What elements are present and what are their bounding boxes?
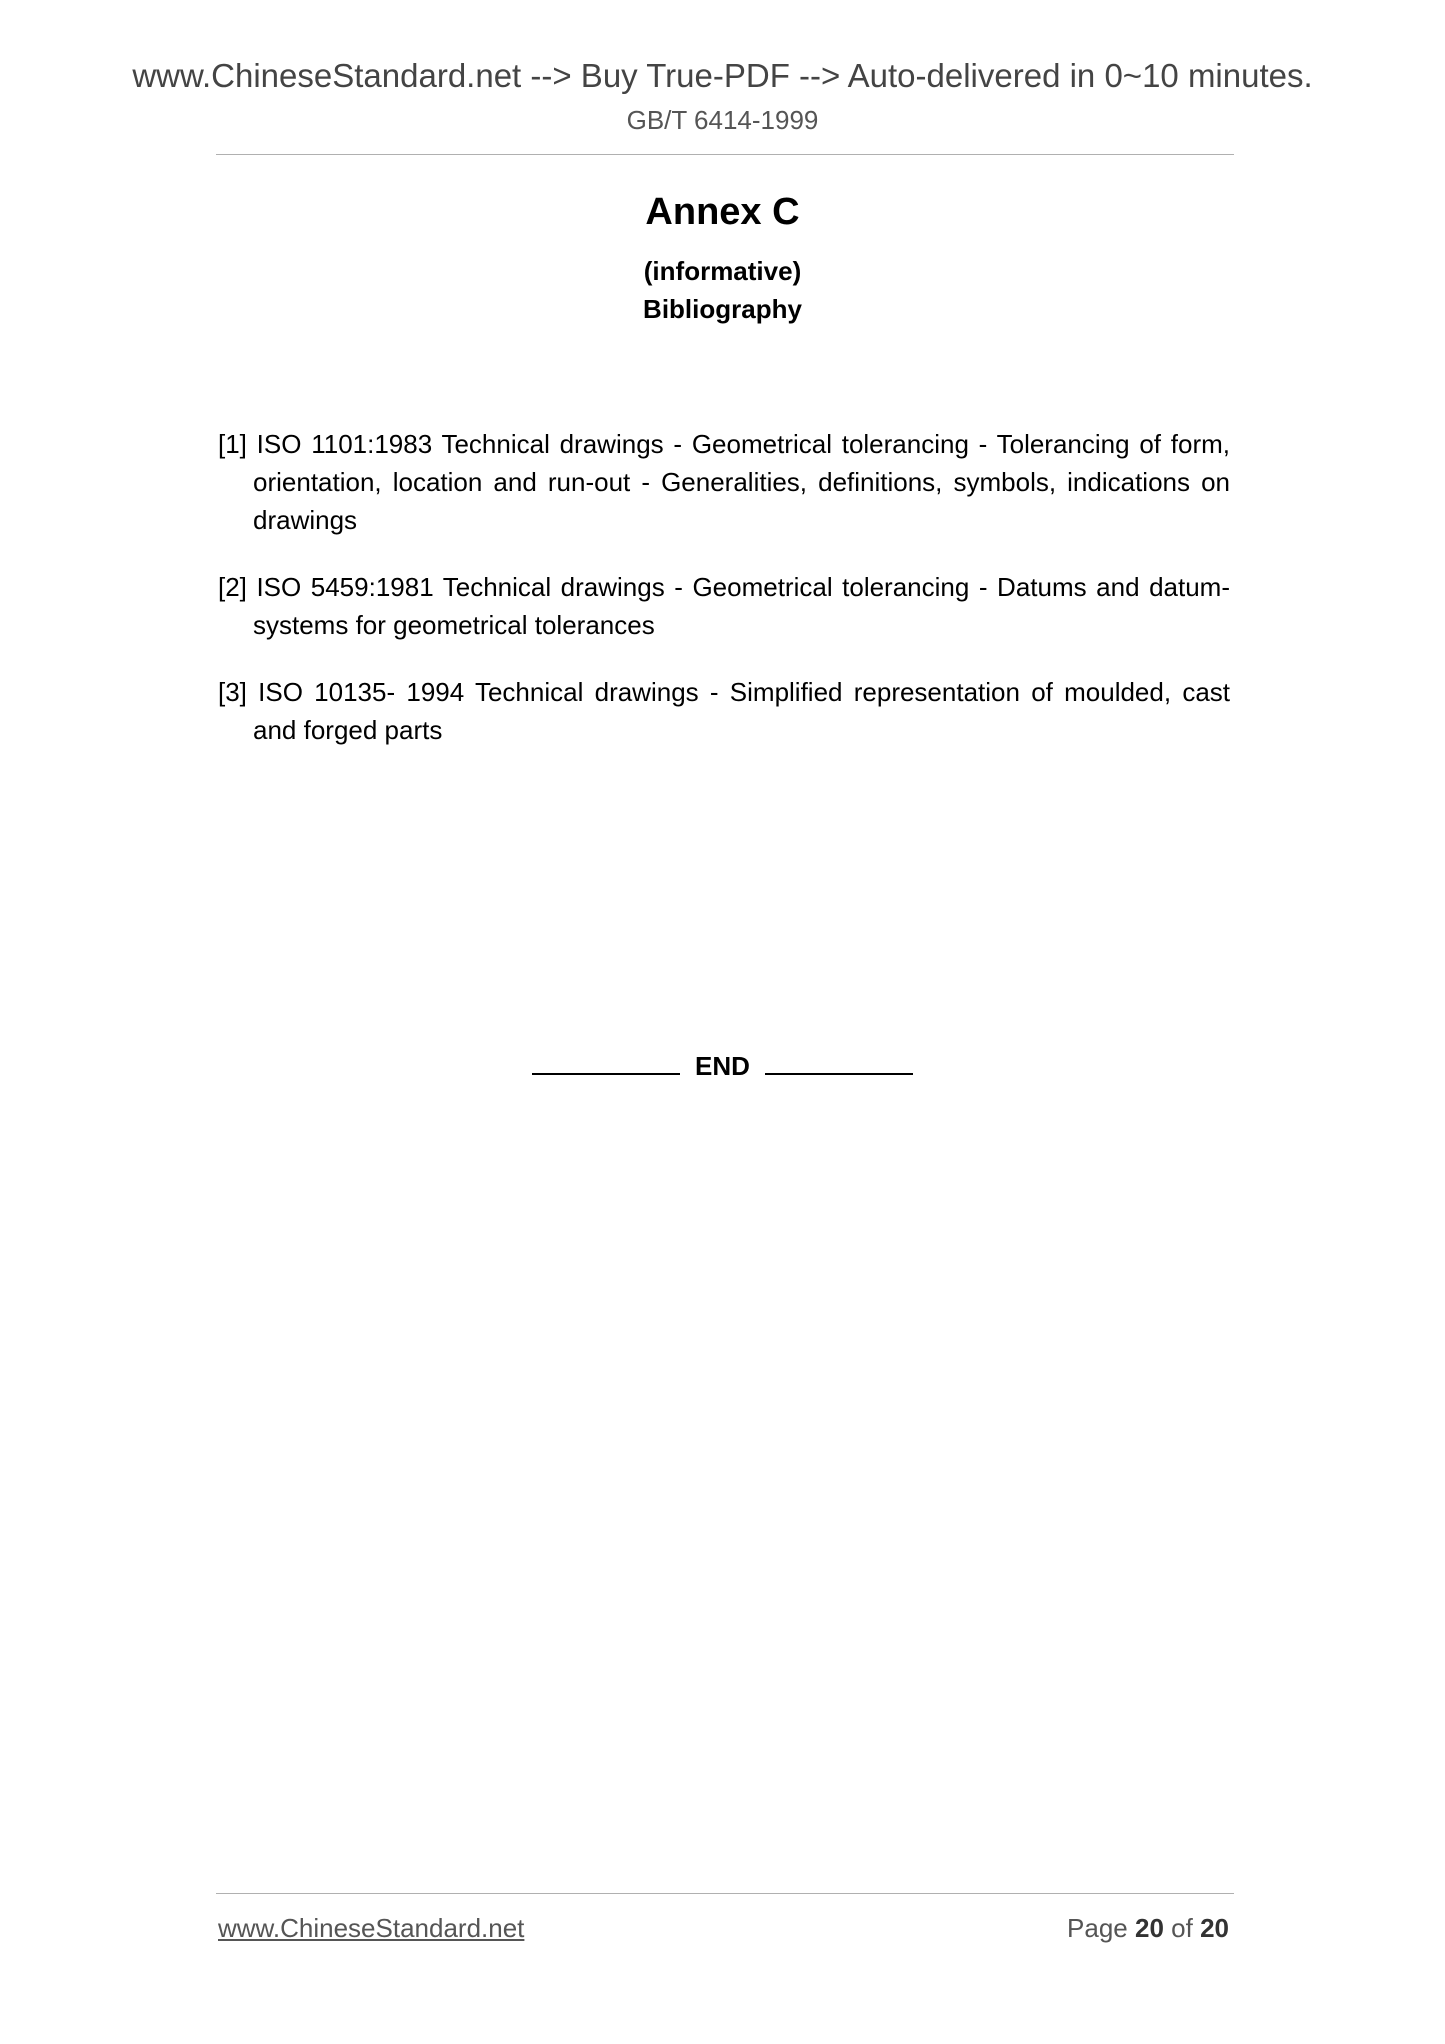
page-prefix: Page (1067, 1913, 1128, 1943)
page-sep: of (1171, 1913, 1193, 1943)
end-rule-right (765, 1049, 913, 1075)
footer-divider (216, 1893, 1234, 1894)
header-divider (216, 154, 1234, 155)
annex-name: Bibliography (643, 294, 802, 324)
reference-item: [3] ISO 10135- 1994 Technical drawings - Simplified representation of moulded, cast and forged parts (218, 677, 1230, 745)
header-banner: www.ChineseStandard.net --> Buy True-PDF --> Auto-delivered in 0~10 minutes. (132, 57, 1313, 94)
end-rule-left (532, 1049, 680, 1075)
end-text: END (695, 1051, 750, 1081)
page-current: 20 (1135, 1913, 1164, 1943)
annex-type: (informative) (643, 256, 802, 286)
end-marker (0, 1049, 1445, 1083)
footer-site-link[interactable]: www.ChineseStandard.net (218, 1913, 525, 1943)
annex-title: Annex C (645, 191, 800, 233)
bibliography-list (218, 425, 1230, 778)
page-total: 20 (1200, 1913, 1229, 1943)
reference-item: [2] ISO 5459:1981 Technical drawings - Geometrical tolerancing - Datums and datum-systems for geometrical tolerances (218, 572, 1230, 640)
reference-item: [1] ISO 1101:1983 Technical drawings - Geometrical tolerancing - Tolerancing of form, orientation, location and run-out - Generalities, definitions, symbols, indications on drawings (218, 429, 1230, 535)
standard-code: GB/T 6414-1999 (626, 105, 819, 135)
page-number (1067, 1911, 1229, 1945)
